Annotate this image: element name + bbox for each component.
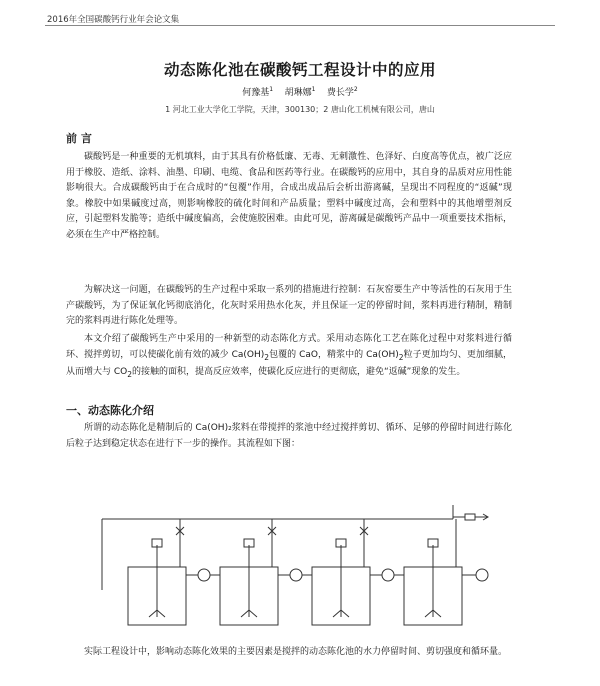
text-run: 的接触的面积，提高反应效率，使碳化反应进行的更彻底，避免“返碱”现象的发生。 [132, 366, 466, 377]
process-flow-diagram [80, 505, 500, 630]
outlet-valve [465, 514, 475, 520]
author-affil-mark: 1 [311, 86, 316, 93]
pump-2 [290, 569, 302, 581]
paragraph [66, 332, 512, 382]
pump-3 [382, 569, 394, 581]
text-run: 包覆的 CaO，精浆中的 Ca(OH) [269, 349, 399, 360]
agitator-4 [425, 545, 441, 617]
author-affil-mark: 1 [269, 86, 274, 93]
author-name: 费长学 [326, 88, 354, 98]
subscript: 2 [264, 352, 270, 362]
agitator-3 [333, 545, 349, 617]
pump-4 [476, 569, 488, 581]
paragraph: 所谓的动态陈化是精制后的 Ca(OH)₂浆料在带搅拌的浆池中经过搅拌剪切、循环、足够的停留时间进行陈化后粒子达到稳定状态在进行下一步的操作。其流程如下图： [66, 423, 512, 449]
author-name: 何豫基 [242, 88, 270, 98]
author-name: 胡琳娜 [284, 88, 312, 98]
subscript: 2 [127, 369, 133, 379]
author-list [0, 85, 600, 98]
pump-1 [198, 569, 210, 581]
paper-title: 动态陈化池在碳酸钙工程设计中的应用 [163, 61, 436, 79]
text-run: 粒子更加均匀、更加细腻，从而增大与 CO [66, 349, 512, 377]
paragraph: 碳酸钙是一种重要的无机填料，由于其具有价格低廉、无毒、无刺激性、色泽好、白度高等优点，被广泛应用于橡胶、造纸、涂料、油墨、印刷、电缆、食品和医药等行业。在碳酸钙的应用中，其自身的品质对应用性能影响很大。合成碳酸钙由于在合成时的“包覆”作用，合成出成品后会析出游离碱，呈现出不同程度的“返碱”现象。橡胶中如果碱度过高，则影响橡胶的硫化时间和产品质量；塑料中碱度过高，会和塑料中的其他增塑剂反应，引起塑料发脆等；造纸中碱度偏高，会使施胶困难。由此可见，游离碱是碳酸钙产品中一项重要技术指标，必须在生产中严格控制。 [66, 152, 512, 240]
header-rule [45, 25, 555, 26]
text-run: 本文介绍了碳酸钙生产中采用的一种新型的动态陈化方式。采用动态陈化工艺在陈化过程中对浆料进行循环、搅拌剪切，可以使碳化前有效的减少 Ca(OH) [66, 334, 512, 360]
running-header: 2016年全国碳酸钙行业年会论文集 [47, 15, 180, 25]
section-heading-preface: 前 言 [66, 132, 92, 145]
section-heading-1: 一、动态陈化介绍 [66, 404, 154, 417]
agitator-2 [241, 545, 257, 617]
paragraph: 实际工程设计中，影响动态陈化效果的主要因素是搅拌的动态陈化池的水力停留时间、剪切强度和循环量。 [84, 647, 508, 657]
author-affil-mark: 2 [353, 86, 358, 93]
agitator-1 [149, 545, 165, 617]
paragraph: 为解决这一问题，在碳酸钙的生产过程中采取一系列的措施进行控制：石灰窑要生产中等活性的石灰用于生产碳酸钙，为了保证氧化钙彻底消化，化灰时采用热水化灰，并且保证一定的停留时间，浆料再进行精制，精制完的浆料再进行陈化处理等。 [66, 285, 512, 327]
subscript: 2 [398, 352, 404, 362]
affiliation: 1 河北工业大学化工学院，天津，300130；2 唐山化工机械有限公司，唐山 [165, 105, 435, 114]
